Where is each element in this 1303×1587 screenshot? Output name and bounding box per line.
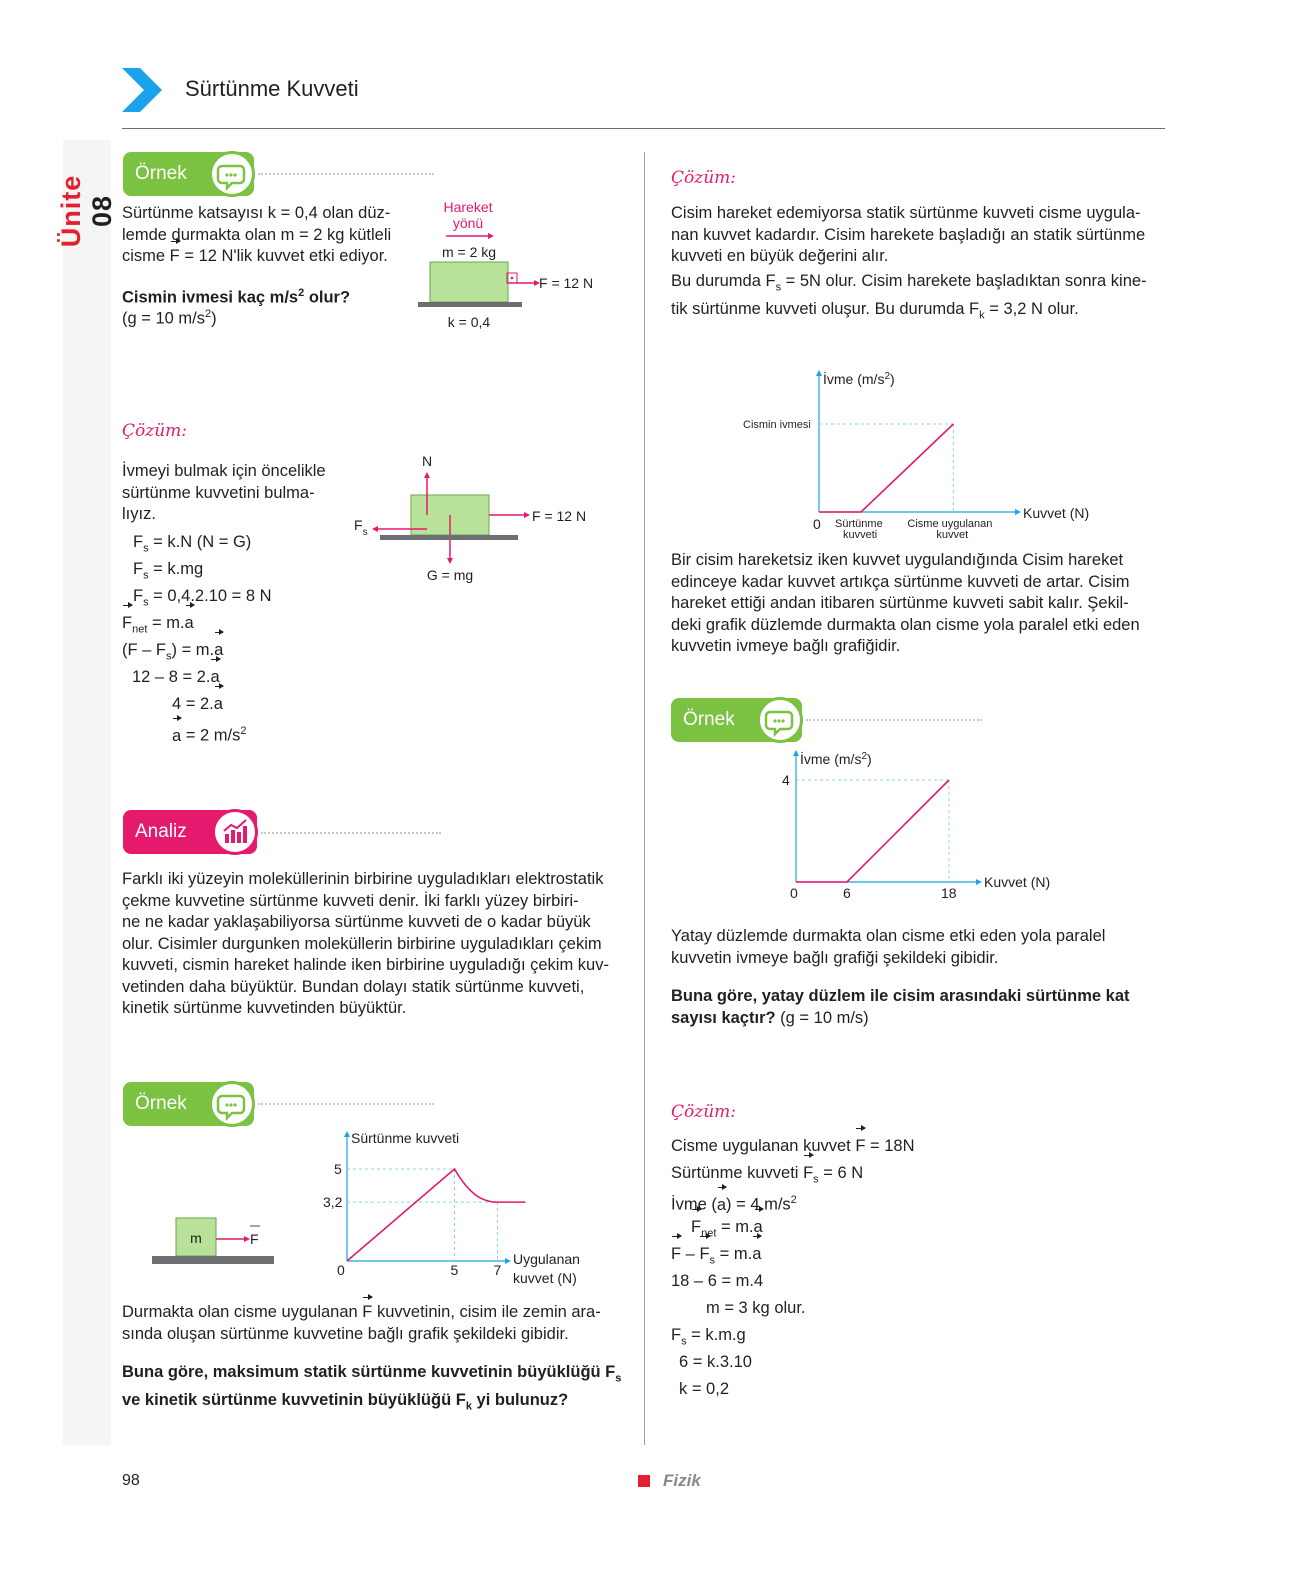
solution2-line: deki grafik düzlemde durmakta olan cisme yola paralel etki eden — [671, 615, 1140, 634]
analysis-line: ne ne kadar yaklaşabiliyorsa sürtünme kuvveti de o kadar büyük — [122, 913, 591, 931]
surface — [380, 535, 518, 540]
solution1-line: lıyız. — [122, 505, 156, 523]
solution2-line: kuvvetin ivmeye bağlı grafiğidir. — [671, 637, 901, 655]
solution2-line: nan kuvvet kadardır. Cisim harekete başladığı an statik sürtünme — [671, 225, 1146, 244]
annotation-label: Cismin ivmesi — [743, 419, 811, 431]
solution2-line: hareket ettiği andan itibaren sürtünme kuvveti sabit kalır. Şekil- — [671, 594, 1129, 612]
surface — [152, 1256, 274, 1264]
chart-growth-icon — [212, 809, 258, 855]
example3-line: kuvvetin ivmeye bağlı grafiği şekildeki gibidir. — [671, 948, 999, 967]
solution1-intro — [122, 461, 338, 526]
analysis-line: kuvveti, cismin hareket halinde iken birbirine uyguladığı çekim kuv- — [122, 956, 609, 974]
question-line: Buna göre, yatay düzlem ile cisim arasındaki sürtünme kat — [671, 987, 1130, 1005]
solution2-p3 — [671, 550, 1165, 658]
question-line: sayısı kaçtır? (g = 10 m/s) — [671, 1008, 869, 1027]
x-tick-label: 7 — [493, 1262, 502, 1278]
chat-bubble-icon — [209, 1081, 255, 1127]
example1-line: cisme F = 12 N'lik kuvvet etki ediyor. — [122, 246, 412, 268]
chat-bubble-icon — [209, 151, 255, 197]
solution2-line: kuvveti en büyük değerini alır. — [671, 247, 889, 265]
free-body-diagram — [350, 450, 600, 590]
equation: 12 – 8 = 2.a — [122, 664, 272, 691]
solution3-equations — [671, 1133, 915, 1403]
y-tick-label: 4 — [782, 772, 790, 788]
acceleration-series-line — [796, 780, 949, 882]
solution1-line: İvmeyi bulmak için öncelikle — [122, 462, 326, 480]
friction-series-line — [347, 1169, 525, 1261]
example3-question — [671, 986, 1165, 1029]
x-tick-label: 5 — [450, 1262, 459, 1278]
side-label: Ünite — [56, 174, 86, 248]
side-tab — [63, 140, 111, 1445]
chevron-logo-icon — [122, 68, 164, 112]
example1-line: Sürtünme katsayısı k = 0,4 olan düz- — [122, 204, 391, 222]
y-axis-label: İvme $(m/s^2)$ — [800, 751, 872, 767]
equation: m = 3 kg olur. — [706, 1299, 806, 1317]
block-force-figure — [150, 1212, 280, 1272]
mass-label: m = 2 kg — [441, 244, 497, 260]
ornek-badge-1 — [123, 152, 254, 196]
force-label: F — [250, 1231, 259, 1247]
block-on-surface-figure — [410, 196, 610, 336]
acceleration-graph-example — [770, 742, 1070, 907]
friction-force-label: F — [354, 517, 363, 533]
y-axis-label: İvme $(m/s^2)$ — [823, 371, 895, 387]
y-axis-label: Sürtünme kuvveti — [351, 1130, 460, 1146]
footer-subject: Fizik — [663, 1471, 701, 1490]
analysis-line: çekme kuvvetine sürtünme kuvveti denir. İki farklı yüzey birbiri- — [122, 891, 579, 910]
equation: $F_{net} = m.a$ — [122, 610, 272, 637]
equation: k = 0,2 — [679, 1380, 729, 1398]
k-label: k = 0,4 — [447, 314, 491, 330]
direction-label: Hareket — [443, 199, 493, 215]
y-tick-label: 5 — [334, 1161, 342, 1177]
header-rule — [122, 128, 1165, 129]
question-line: ve kinetik sürtünme kuvvetinin büyüklüğü $F_k$ yi bulunuz? — [122, 1390, 569, 1413]
ornek-label: Örnek — [683, 709, 735, 730]
dotted-rule — [258, 1103, 434, 1105]
solution2-p2 — [671, 271, 1165, 327]
x-axis-label: Kuvvet (N) — [1023, 505, 1090, 521]
example1-text — [122, 203, 412, 268]
cozum-label-1: Çözüm: — [122, 421, 187, 441]
svg-text:Fs: $F_s$ — [354, 517, 368, 538]
equation: $(F - F_s) = m.a$ — [122, 637, 272, 664]
analiz-badge — [123, 810, 257, 854]
example2-question — [122, 1362, 622, 1418]
ornek-badge-2 — [123, 1082, 254, 1126]
chapter-number: 08 — [87, 194, 117, 228]
solution2-line: Bir cisim hareketsiz iken kuvvet uygulandığında Cisim hareket — [671, 551, 1124, 569]
equation: $F - F_s = m.a$ — [671, 1241, 915, 1268]
cozum-label-2: Çözüm: — [671, 168, 736, 188]
annotation-label: kuvveti — [843, 529, 878, 541]
solution2-line: Bu durumda $F_s = 5N$ olur. Cisim harekete başladıktan sonra kine- — [671, 272, 1147, 294]
ornek-label: Örnek — [135, 1093, 187, 1114]
example1-question: Cismin ivmesi kaç $m/s^2$ olur? — [122, 287, 351, 307]
x-axis-label: Uygulanan — [513, 1251, 580, 1267]
x-axis-label: Kuvvet (N) — [984, 874, 1051, 890]
equation: 4 = 2.a — [122, 691, 272, 718]
example2-text — [122, 1302, 616, 1345]
equation: Sürtünme kuvveti $F_s = 6$ N — [671, 1160, 915, 1187]
acceleration-graph-general — [735, 362, 1105, 544]
example1-given: (g = 10 $m/s^2$) — [122, 308, 217, 328]
equation: $F_s = 0,4.2.10 = 8$ N — [133, 587, 272, 609]
x-tick-label: 6 — [843, 885, 851, 901]
equation: 18 – 6 = m.4 — [671, 1272, 764, 1290]
force-label: F = 12 N — [539, 275, 594, 291]
solution1-equations — [122, 529, 272, 745]
friction-graph — [315, 1125, 595, 1290]
example2-line: Durmakta olan cisme uygulanan F kuvvetinin, cisim ile zemin ara- — [122, 1302, 616, 1324]
equation: $F_s = k.N$ (N = G) — [133, 533, 252, 555]
solution1-line: sürtünme kuvvetini bulma- — [122, 483, 315, 502]
equation: $F_s = k.mg$ — [133, 560, 204, 582]
equation: İvme (a) = 4 $m/s^2$ — [671, 1187, 915, 1214]
footer-square-icon — [638, 1475, 650, 1487]
direction-label: yönü — [452, 215, 484, 231]
annotation-label: Cisme uygulanan — [907, 518, 993, 530]
page-title: Sürtünme Kuvveti — [185, 76, 359, 101]
y-tick-label: 3,2 — [323, 1194, 343, 1211]
analysis-text — [122, 869, 616, 1020]
solution2-line: tik sürtünme kuvveti oluşur. Bu durumda $F_k = 3,2$ N olur. — [671, 299, 1079, 322]
normal-force-label: N — [421, 453, 433, 469]
analysis-line: Farklı iki yüzeyin moleküllerinin birbirine uyguladıkları elektrostatik — [122, 870, 604, 888]
example2-line: sında oluşan sürtünme kuvvetine bağlı grafik şekildeki gibidir. — [122, 1324, 569, 1343]
equation: a = 2 $m/s^2$ — [122, 718, 272, 745]
x-tick-label: 0 — [813, 516, 821, 532]
page-number: 98 — [122, 1472, 140, 1489]
solution2-p1 — [671, 203, 1165, 268]
x-tick-label: 0 — [790, 885, 798, 901]
annotation-label: kuvvet — [936, 529, 969, 541]
dotted-rule — [261, 832, 441, 834]
column-divider — [644, 152, 645, 1445]
x-tick-label: 0 — [337, 1262, 345, 1278]
solution2-line: Cisim hareket edemiyorsa statik sürtünme kuvveti cisme uygula- — [671, 204, 1141, 222]
ornek-badge-3 — [671, 698, 802, 742]
analiz-label: Analiz — [135, 821, 187, 842]
equation: Cisme uygulanan kuvvet F = 18N — [671, 1133, 915, 1160]
analysis-line: vetinden daha büyüktür. Bundan dolayı statik sürtünme kuvveti, — [122, 977, 585, 996]
chapter-label — [56, 150, 117, 250]
example3-text — [671, 926, 1165, 969]
block-mass-label: m — [190, 1230, 202, 1246]
chat-bubble-icon — [757, 697, 803, 743]
ornek-label: Örnek — [135, 163, 187, 184]
cozum-label-3: Çözüm: — [671, 1102, 736, 1122]
weight-label: G = mg — [426, 567, 474, 583]
analysis-line: kinetik sürtünme kuvvetinden büyüktür. — [122, 999, 407, 1017]
dotted-rule — [258, 173, 434, 175]
acceleration-series-line — [819, 424, 953, 512]
equation: $F_{net} = m.a$ — [671, 1214, 915, 1241]
surface — [418, 302, 522, 307]
annotation-label: Sürtünme — [835, 518, 883, 530]
equation: $F_s = k.m.g$ — [671, 1326, 746, 1348]
x-tick-label: 18 — [941, 885, 957, 901]
question-line: Buna göre, maksimum statik sürtünme kuvvetinin büyüklüğü $F_s$ — [122, 1363, 622, 1385]
equation: 6 = k.3.10 — [679, 1353, 752, 1371]
example1-line: lemde durmakta olan m = 2 kg kütleli — [122, 225, 392, 244]
analysis-line: olur. Cisimler durgunken moleküllerin birbirine uyguladıkları çekim — [122, 934, 602, 953]
x-axis-label: kuvvet (N) — [513, 1270, 577, 1286]
block — [430, 262, 508, 302]
example3-line: Yatay düzlemde durmakta olan cisme etki eden yola paralel — [671, 927, 1106, 945]
applied-force-label: F = 12 N — [532, 508, 587, 524]
dotted-rule — [806, 719, 982, 721]
solution2-line: edinceye kadar kuvvet artıkça sürtünme kuvveti de artar. Cisim — [671, 572, 1130, 591]
